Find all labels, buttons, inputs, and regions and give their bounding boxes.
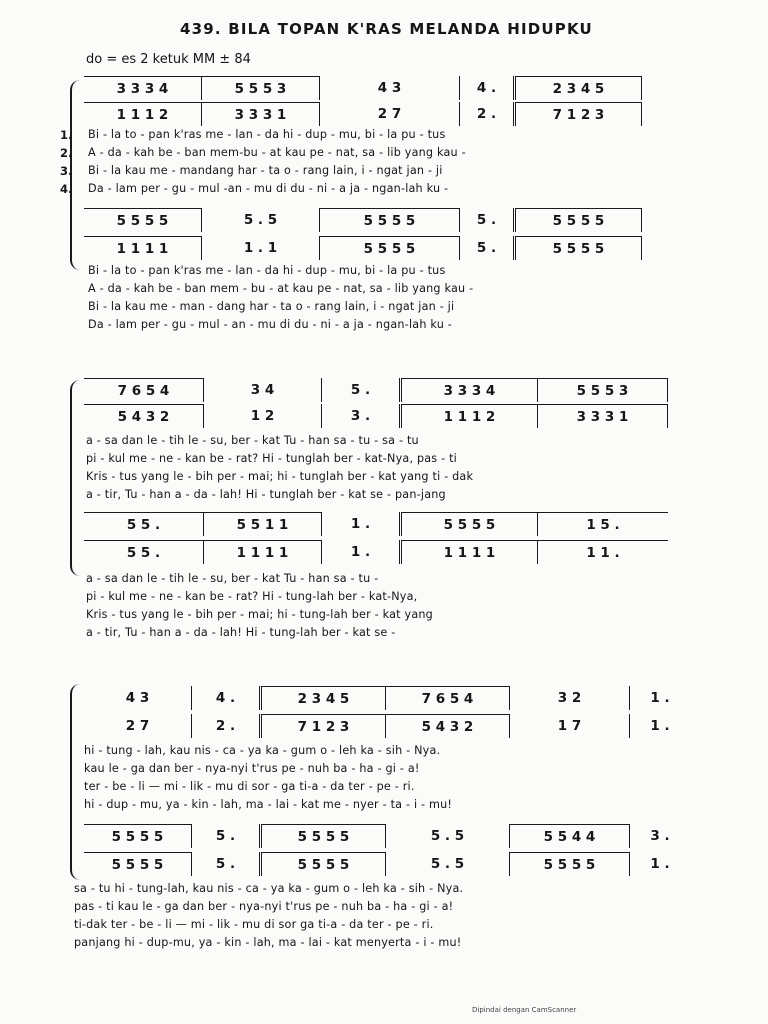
notes: 1 . — [650, 690, 670, 706]
notes: 1 1 1 1 — [443, 544, 496, 561]
measure — [516, 102, 642, 126]
notes: 3 3 3 4 — [443, 382, 496, 399]
lyric-line: a - sa dan le - tih le - su, ber - kat Tu - han sa - tu - — [86, 572, 379, 585]
measure — [202, 236, 320, 260]
lyric-line: A - da - kah be - ban mem-bu - at kau pe - nat, sa - lib yang kau - — [88, 146, 466, 159]
measure — [84, 378, 204, 402]
measure — [402, 378, 538, 402]
notes: 5 5 5 5 — [111, 828, 164, 845]
measure — [510, 852, 630, 876]
notes: 1 . — [350, 516, 371, 532]
lyric-line: sa - tu hi - tung-lah, kau nis - ca - ya ka - gum o - leh ka - sih - Nya. — [74, 882, 464, 895]
measure — [84, 76, 202, 100]
measure — [322, 540, 402, 564]
notes: 2 7 — [125, 718, 150, 734]
alto-line — [84, 102, 642, 126]
lyric-line: A - da - kah be - ban mem - bu - at kau pe - nat, sa - lib yang kau - — [88, 282, 474, 295]
measure — [192, 714, 262, 738]
measure — [516, 208, 642, 232]
notes: 1 . — [650, 718, 670, 734]
notes: 5 . 5 — [430, 828, 465, 844]
lyric-line: a - tir, Tu - han a - da - lah! Hi - tung-lah ber - kat se - — [86, 626, 396, 639]
measure — [84, 824, 192, 848]
lyric-line: Da - lam per - gu - mul - an - mu di du - ni - a ja - ngan-lah ku - — [88, 318, 452, 331]
notes: 2 3 4 5 — [297, 690, 350, 707]
lyric-line: Da - lam per - gu - mul -an - mu di du - ni - a ja - ngan-lah ku - — [88, 182, 449, 195]
lyric-line: hi - dup - mu, ya - kin - lah, ma - lai - kat me - nyer - ta - i - mu! — [84, 798, 453, 811]
lyric-line: Kris - tus yang le - bih per - mai; hi - tunglah ber - kat yang ti - dak — [86, 470, 474, 483]
notes: 5 5 5 5 — [543, 856, 596, 873]
notes: 3 4 — [250, 382, 275, 398]
tenor-line — [84, 824, 690, 848]
measure — [538, 404, 668, 428]
notes: 5 . — [476, 240, 497, 256]
notes: 4 . — [476, 80, 497, 96]
measure — [538, 378, 668, 402]
lyric-line: pas - ti kau le - ga dan ber - nya-nyi t'rus pe - nuh ba - ha - gi - a! — [74, 900, 454, 913]
system-brace — [70, 684, 82, 880]
notes: 5 5 5 5 — [297, 828, 350, 845]
lyric-line: a - sa dan le - tih le - su, ber - kat Tu - han sa - tu - sa - tu — [86, 434, 419, 447]
lyric-line: ter - be - li — mi - lik - mu di sor - ga ti-a - da ter - pe - ri. — [84, 780, 415, 793]
measure — [262, 824, 386, 848]
notes: 3 . — [650, 828, 670, 844]
notes: 7 6 5 4 — [117, 382, 170, 399]
measure — [84, 714, 192, 738]
verse-number: 2. — [60, 146, 73, 160]
system-2 — [0, 372, 768, 652]
notes: 5 4 3 2 — [421, 718, 474, 735]
measure — [460, 76, 516, 100]
measure — [262, 686, 386, 710]
scanner-watermark: Dipindai dengan CamScanner — [472, 1006, 577, 1014]
measure — [322, 404, 402, 428]
lyric-line: hi - tung - lah, kau nis - ca - ya ka - gum o - leh ka - sih - Nya. — [84, 744, 441, 757]
notes: 5 5 5 5 — [552, 240, 605, 257]
notes: 3 3 3 1 — [234, 106, 287, 123]
measure — [516, 236, 642, 260]
alto-line — [84, 404, 668, 428]
notes: 1 1 1 1 — [236, 544, 289, 561]
measure — [192, 686, 262, 710]
measure — [322, 512, 402, 536]
notes: 5 . — [215, 828, 236, 844]
notes: 4 3 — [125, 690, 150, 706]
lyric-line: panjang hi - dup-mu, ya - kin - lah, ma - lai - kat menyerta - i - mu! — [74, 936, 462, 949]
lyric-line: Bi - la to - pan k'ras me - lan - da hi - dup - mu, bi - la pu - tus — [88, 264, 446, 277]
system-3 — [0, 682, 768, 962]
notes: 2 3 4 5 — [552, 80, 605, 97]
notes: 1 2 — [250, 408, 275, 424]
notes: 5 . — [215, 856, 236, 872]
measure — [84, 404, 204, 428]
notes: 5 5 1 1 — [236, 516, 289, 533]
measure — [192, 852, 262, 876]
notes: 3 2 — [557, 690, 582, 706]
measure — [402, 512, 538, 536]
measure — [320, 236, 460, 260]
notes: 5 . — [350, 382, 371, 398]
alto-line — [84, 714, 690, 738]
notes: 5 5 . — [126, 516, 161, 533]
notes: 5 5 5 5 — [111, 856, 164, 873]
bass-line — [84, 236, 642, 260]
notes: 4 3 — [377, 80, 402, 96]
notes: 5 4 3 2 — [117, 408, 170, 425]
measure — [402, 540, 538, 564]
notes: 5 5 4 4 — [543, 828, 596, 845]
notes: 5 5 5 5 — [363, 240, 416, 257]
measure — [320, 76, 460, 100]
measure — [262, 852, 386, 876]
bass-line — [84, 540, 668, 564]
measure — [84, 236, 202, 260]
notes: 7 1 2 3 — [552, 106, 605, 123]
notes: 1 1 . — [586, 544, 620, 561]
notes: 1 . — [650, 856, 670, 872]
notes: 5 5 5 5 — [443, 516, 496, 533]
lyric-line: Bi - la kau me - man - dang har - ta o - rang lain, i - ngat jan - ji — [88, 300, 455, 313]
measure — [262, 714, 386, 738]
measure — [204, 378, 322, 402]
lyric-line: Kris - tus yang le - bih per - mai; hi - tung-lah ber - kat yang — [86, 608, 433, 621]
notes: 5 5 5 5 — [297, 856, 350, 873]
measure — [538, 540, 668, 564]
bass-line — [84, 852, 690, 876]
measure — [460, 236, 516, 260]
measure — [538, 512, 668, 536]
measure — [202, 102, 320, 126]
notes: 7 6 5 4 — [421, 690, 474, 707]
measure — [386, 852, 510, 876]
notes: 3 3 3 4 — [116, 80, 169, 97]
measure — [192, 824, 262, 848]
measure — [202, 76, 320, 100]
measure — [320, 102, 460, 126]
measure — [320, 208, 460, 232]
measure — [84, 852, 192, 876]
notes: 1 1 1 1 — [116, 240, 169, 257]
soprano-line — [84, 686, 690, 710]
notes: 1 . — [350, 544, 371, 560]
verse-number: 3. — [60, 164, 73, 178]
measure — [202, 208, 320, 232]
notes: 5 5 5 3 — [576, 382, 629, 399]
soprano-line — [84, 76, 642, 100]
notes: 3 3 3 1 — [576, 408, 629, 425]
measure — [84, 102, 202, 126]
notes: 2 . — [476, 106, 497, 122]
measure — [630, 852, 690, 876]
measure — [510, 686, 630, 710]
lyric-line: ti-dak ter - be - li — mi - lik - mu di sor ga ti-a - da ter - pe - ri. — [74, 918, 434, 931]
notes: 5 5 . — [126, 544, 161, 561]
measure — [386, 824, 510, 848]
measure — [84, 208, 202, 232]
notes: 5 . — [476, 212, 497, 228]
measure — [204, 540, 322, 564]
measure — [84, 686, 192, 710]
measure — [322, 378, 402, 402]
lyric-line: pi - kul me - ne - kan be - rat? Hi - tunglah ber - kat-Nya, pas - ti — [86, 452, 457, 465]
notes: 2 . — [215, 718, 236, 734]
notes: 7 1 2 3 — [297, 718, 350, 735]
system-1 — [0, 64, 768, 344]
measure — [630, 714, 690, 738]
notes: 5 5 5 5 — [552, 212, 605, 229]
measure — [84, 512, 204, 536]
lyric-line: pi - kul me - ne - kan be - rat? Hi - tung-lah ber - kat-Nya, — [86, 590, 418, 603]
notes: 2 7 — [377, 106, 402, 122]
measure — [510, 714, 630, 738]
tempo-marking: do = es 2 ketuk MM ± 84 — [86, 52, 251, 67]
notes: 5 . 5 — [243, 212, 278, 228]
system-brace — [70, 380, 82, 576]
lyric-line: a - tir, Tu - han a - da - lah! Hi - tunglah ber - kat se - pan-jang — [86, 488, 446, 501]
measure — [84, 540, 204, 564]
notes: 4 . — [215, 690, 236, 706]
measure — [204, 404, 322, 428]
tenor-line — [84, 208, 642, 232]
lyric-line: kau le - ga dan ber - nya-nyi t'rus pe - nuh ba - ha - gi - a! — [84, 762, 420, 775]
notes: 1 1 1 2 — [443, 408, 496, 425]
notes: 5 5 5 5 — [116, 212, 169, 229]
measure — [630, 824, 690, 848]
measure — [630, 686, 690, 710]
measure — [516, 76, 642, 100]
measure — [460, 208, 516, 232]
lyric-line: Bi - la kau me - mandang har - ta o - rang lain, i - ngat jan - ji — [88, 164, 443, 177]
measure — [402, 404, 538, 428]
tenor-line — [84, 512, 668, 536]
hymn-title: 439. BILA TOPAN K'RAS MELANDA HIDUPKU — [180, 20, 593, 38]
measure — [386, 686, 510, 710]
notes: 1 . 1 — [243, 240, 278, 256]
notes: 3 . — [350, 408, 371, 424]
measure — [386, 714, 510, 738]
measure — [204, 512, 322, 536]
verse-number: 4. — [60, 182, 73, 196]
lyric-line: Bi - la to - pan k'ras me - lan - da hi - dup - mu, bi - la pu - tus — [88, 128, 446, 141]
measure — [460, 102, 516, 126]
notes: 1 7 — [557, 718, 582, 734]
measure — [510, 824, 630, 848]
notes: 5 5 5 3 — [234, 80, 287, 97]
verse-number: 1. — [60, 128, 73, 142]
notes: 1 5 . — [586, 516, 620, 533]
notes: 1 1 1 2 — [116, 106, 169, 123]
notes: 5 . 5 — [430, 856, 465, 872]
soprano-line — [84, 378, 668, 402]
notes: 5 5 5 5 — [363, 212, 416, 229]
